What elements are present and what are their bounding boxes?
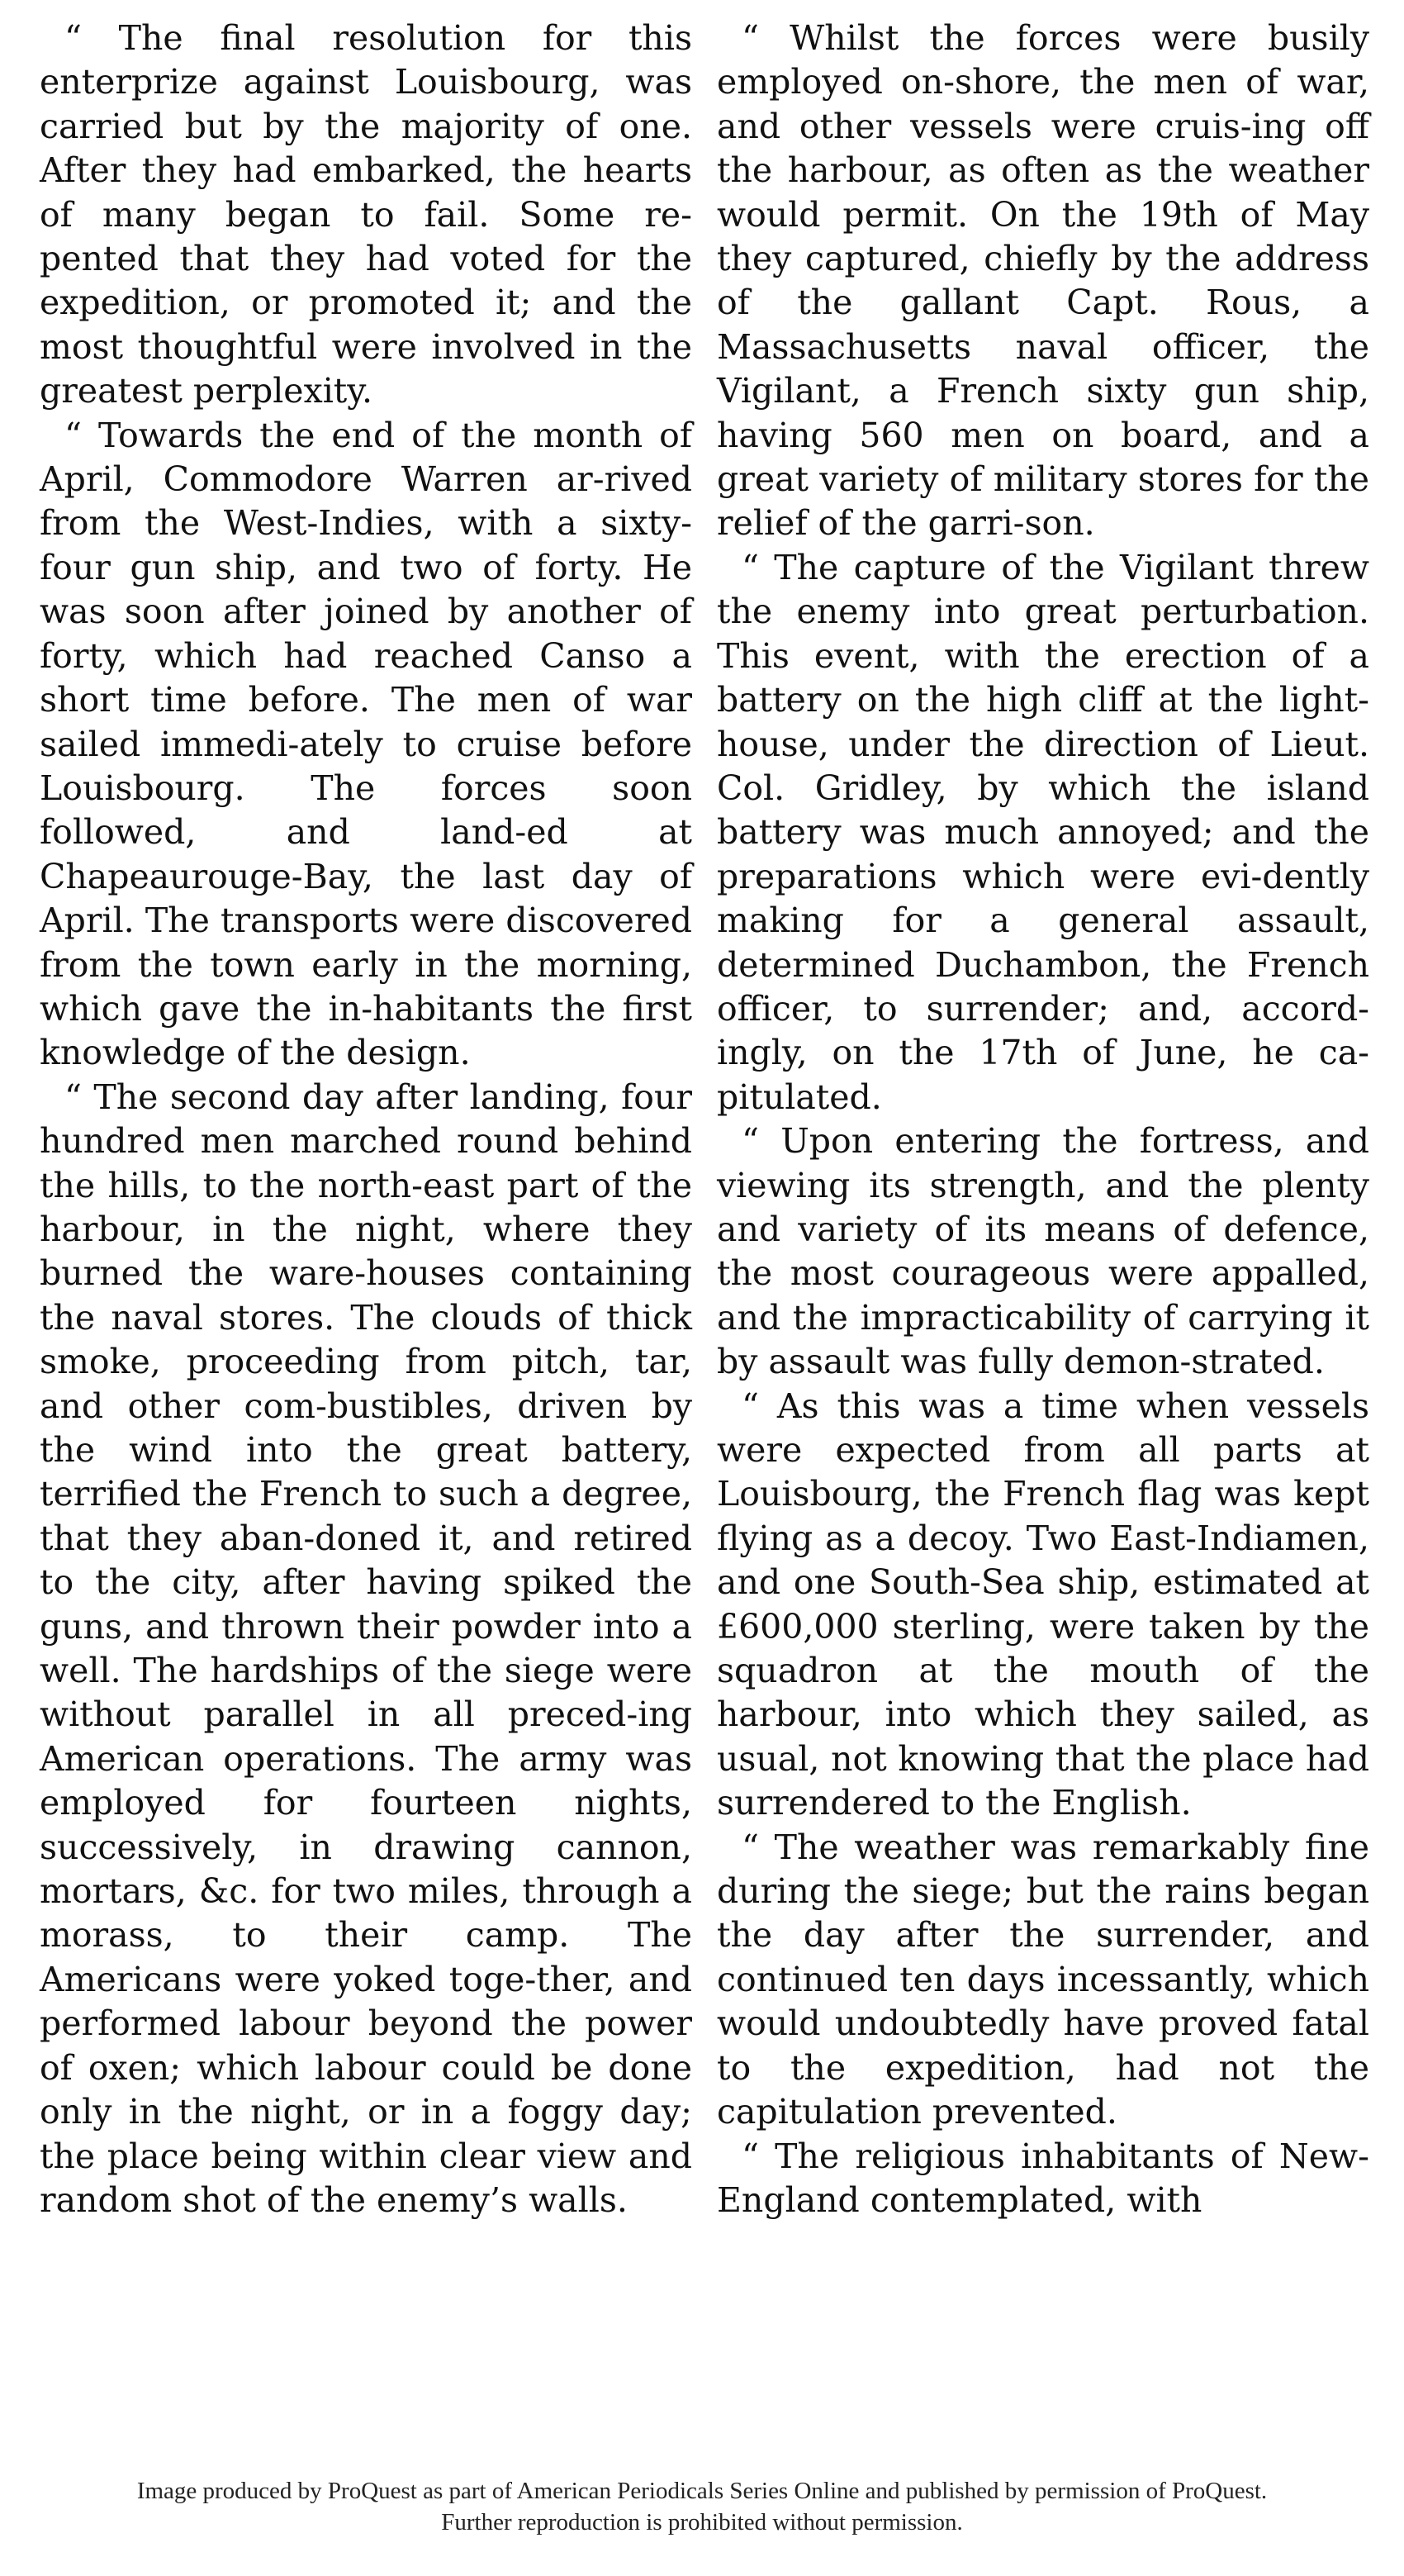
copyright-footer bbox=[0, 2475, 1404, 2538]
footer-line-2: Further reproduction is prohibited without permission. bbox=[441, 2509, 963, 2536]
right-paragraph-6: “ The religious inhabitants of New-England contemplated, with bbox=[717, 2136, 1369, 2220]
right-paragraph-4: “ As this was a time when vessels were expected from all parts at Louisbourg, the French flag was kept flying as a decoy. Two East-Indiamen, and one South-Sea ship, estimated at £600,000 sterling, were taken by the squadron at the mouth of the harbour, into which they sailed, as usual, not knowing that the place had surrendered to the English. bbox=[717, 1385, 1369, 1823]
left-paragraph-2: “ Towards the end of the month of April, Commodore Warren ar-rived from the West-Indies, with a sixty-four gun ship, and two of forty. He was soon after joined by another of forty, which had reached Canso a short time before. The men of war sailed immedi-ately to cruise before Louisbourg. The forces soon followed, and land-ed at Chapeaurouge-Bay, the last day of April. The transports were discovered from the town early in the morning, which gave the in-habitants the first knowledge of the design. bbox=[40, 415, 692, 1073]
right-paragraph-3: “ Upon entering the fortress, and viewing its strength, and the plenty and variety of its means of defence, the most courageous were appalled, and the impracticability of carrying it by assault was fully demon-strated. bbox=[717, 1121, 1369, 1382]
left-paragraph-1: “ The final resolution for this enterprize against Louisbourg, was carried but by the majority of one. After they had embarked, the hearts of many began to fail. Some re-pented that they had voted for the expedition, or promoted it; and the most thoughtful were involved in the greatest perplexity. bbox=[40, 18, 692, 411]
footer-line-1: Image produced by ProQuest as part of American Periodicals Series Online and published by permission of ProQuest. bbox=[136, 2478, 1268, 2504]
right-paragraph-5: “ The weather was remarkably fine during the siege; but the rains began the day after the surrender, and continued ten days incessantly, which would undoubtedly have proved fatal to the expedition, had not the capitulation prevented. bbox=[717, 1827, 1369, 2132]
right-paragraph-1: “ Whilst the forces were busily employed on-shore, the men of war, and other vessels were cruis-ing off the harbour, as often as the weather would permit. On the 19th of May they captured, chiefly by the address of the gallant Capt. Rous, a Massachusetts naval officer, the Vigilant, a French sixty gun ship, having 560 men on board, and a great variety of military stores for the relief of the garri-son. bbox=[717, 18, 1369, 544]
left-text-column bbox=[40, 17, 692, 2222]
right-text-column bbox=[717, 17, 1369, 2222]
left-paragraph-3: “ The second day after landing, four hundred men marched round behind the hills, to the north-east part of the harbour, in the night, where they burned the ware-houses containing the naval stores. The clouds of thick smoke, proceeding from pitch, tar, and other com-bustibles, driven by the wind into the great battery, terrified the French to such a degree, that they aban-doned it, and retired to the city, after having spiked the guns, and thrown their powder into a well. The hardships of the siege were without parallel in all preced-ing American operations. The army was employed for fourteen nights, successively, in drawing cannon, mortars, &c. for two miles, through a morass, to their camp. The Americans were yoked toge-ther, and performed labour beyond the power of oxen; which labour could be done only in the night, or in a foggy day; the place being within clear view and random shot of the enemy’s walls. bbox=[40, 1077, 692, 2220]
right-paragraph-2: “ The capture of the Vigilant threw the enemy into great perturbation. This event, with the erection of a battery on the high cliff at the light-house, under the direction of Lieut. Col. Gridley, by which the island battery was much annoyed; and the preparations which were evi-dently making for a general assault, determined Duchambon, the French officer, to surrender; and, accord-ingly, on the 17th of June, he ca-pitulated. bbox=[717, 547, 1369, 1117]
